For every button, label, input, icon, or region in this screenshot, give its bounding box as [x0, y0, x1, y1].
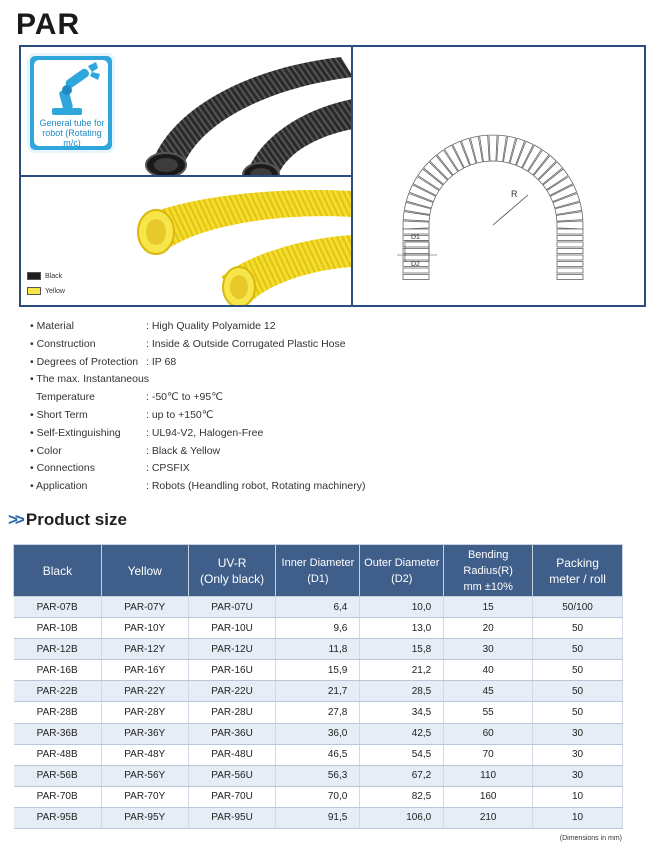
table-cell: 27,8 — [276, 702, 360, 723]
table-cell: 30 — [533, 744, 623, 765]
table-header-row — [14, 545, 623, 597]
table-cell: PAR-70B — [14, 786, 102, 807]
table-cell: 36,0 — [276, 723, 360, 744]
table-cell: 50 — [533, 681, 623, 702]
bending-diagram — [353, 47, 644, 305]
table-cell: PAR-10U — [188, 618, 276, 639]
legend-black-label: Black — [45, 272, 63, 280]
black-hose-image — [21, 47, 353, 177]
table-cell: 91,5 — [276, 807, 360, 828]
yellow-swatch — [27, 287, 41, 295]
table-row — [14, 765, 623, 786]
bending-radius-drawing — [353, 47, 644, 305]
table-cell: 45 — [444, 681, 533, 702]
table-cell: 46,5 — [276, 744, 360, 765]
header-inner-diameter: Inner Diameter (D1) — [276, 545, 360, 597]
table-cell: PAR-95Y — [101, 807, 188, 828]
dimensions-note: (Dimensions in mm) — [559, 835, 622, 842]
table-cell: 15,8 — [360, 639, 444, 660]
table-cell: PAR-28U — [188, 702, 276, 723]
table-cell: PAR-12U — [188, 639, 276, 660]
table-row — [14, 807, 623, 828]
hose-rib — [557, 229, 583, 234]
table-cell: PAR-36B — [14, 723, 102, 744]
table-cell: 28,5 — [360, 681, 444, 702]
badge-caption: General tube for robot (Rotating m/c) — [39, 118, 105, 148]
table-cell: PAR-36U — [188, 723, 276, 744]
table-cell: 60 — [444, 723, 533, 744]
hose-rib — [403, 242, 429, 247]
header-packing: Packing meter / roll — [533, 545, 623, 597]
table-row — [14, 744, 623, 765]
radius-label: R — [511, 189, 518, 199]
table-cell: 82,5 — [360, 786, 444, 807]
spec-list — [30, 318, 630, 496]
hose-rib — [403, 268, 429, 273]
table-cell: PAR-56B — [14, 765, 102, 786]
table-row — [14, 639, 623, 660]
table-cell: PAR-48U — [188, 744, 276, 765]
hose-rib — [557, 242, 583, 247]
table-row — [14, 702, 623, 723]
table-cell: PAR-12B — [14, 639, 102, 660]
legend-black — [27, 272, 62, 280]
header-uvr: UV-R (Only black) — [188, 545, 276, 597]
table-cell: PAR-16U — [188, 660, 276, 681]
table-row — [14, 597, 623, 618]
table-cell: 21,7 — [276, 681, 360, 702]
spec-row: • Connections : CPSFIX — [30, 462, 190, 475]
spec-row: • Short Term : up to +150℃ — [30, 408, 214, 421]
table-cell: PAR-12Y — [101, 639, 188, 660]
table-cell: PAR-16B — [14, 660, 102, 681]
yellow-hose-photo — [21, 177, 353, 305]
table-cell: 15,9 — [276, 660, 360, 681]
table-row — [14, 723, 623, 744]
table-cell: PAR-22U — [188, 681, 276, 702]
table-cell: 67,2 — [360, 765, 444, 786]
table-cell: 30 — [533, 765, 623, 786]
table-cell: PAR-48Y — [101, 744, 188, 765]
hose-rib — [403, 275, 429, 280]
table-cell: 21,2 — [360, 660, 444, 681]
table-cell: 40 — [444, 660, 533, 681]
table-cell: 15 — [444, 597, 533, 618]
radius-line — [493, 195, 528, 225]
table-cell: 55 — [444, 702, 533, 723]
table-cell: 42,5 — [360, 723, 444, 744]
hose-rib — [557, 262, 583, 267]
legend-yellow-label: Yellow — [45, 287, 65, 295]
table-cell: 56,3 — [276, 765, 360, 786]
table-cell: PAR-07B — [14, 597, 102, 618]
table-cell: PAR-07Y — [101, 597, 188, 618]
table-cell: PAR-56U — [188, 765, 276, 786]
table-cell: 10 — [533, 786, 623, 807]
table-cell: 50 — [533, 639, 623, 660]
table-cell: PAR-16Y — [101, 660, 188, 681]
black-hose-photo — [21, 47, 353, 177]
hose-rib — [557, 249, 583, 254]
spec-row: • Degrees of Protection : IP 68 — [30, 355, 177, 368]
header-outer-diameter: Outer Diameter (D2) — [360, 545, 444, 597]
table-cell: 9,6 — [276, 618, 360, 639]
table-cell: 160 — [444, 786, 533, 807]
hose-rib — [557, 236, 583, 241]
table-row — [14, 618, 623, 639]
table-cell: PAR-36Y — [101, 723, 188, 744]
hose-rib — [489, 135, 497, 161]
table-cell: 50/100 — [533, 597, 623, 618]
spec-row: • Color : Black & Yellow — [30, 444, 221, 457]
spec-row: • Construction : Inside & Outside Corrugated Plastic Hose — [30, 337, 346, 350]
table-cell: PAR-22Y — [101, 681, 188, 702]
spec-row: • Self-Extinguishing : UL94-V2, Halogen-Free — [30, 426, 264, 439]
table-cell: 13,0 — [360, 618, 444, 639]
product-size-table — [13, 544, 623, 829]
table-cell: 10 — [533, 807, 623, 828]
table-cell: PAR-95B — [14, 807, 102, 828]
hose-rib — [403, 249, 429, 254]
table-cell: PAR-07U — [188, 597, 276, 618]
table-cell: 10,0 — [360, 597, 444, 618]
legend-yellow — [27, 287, 65, 295]
table-cell: PAR-28B — [14, 702, 102, 723]
table-cell: 50 — [533, 618, 623, 639]
table-cell: PAR-28Y — [101, 702, 188, 723]
double-chevron-icon: >> — [8, 510, 22, 529]
table-cell: 70 — [444, 744, 533, 765]
table-row — [14, 681, 623, 702]
table-cell: PAR-48B — [14, 744, 102, 765]
table-cell: 11,8 — [276, 639, 360, 660]
yellow-hose-image — [21, 177, 353, 305]
table-cell: 70,0 — [276, 786, 360, 807]
hose-rib — [557, 275, 583, 280]
hose-rib — [403, 255, 429, 260]
table-row — [14, 786, 623, 807]
table-cell: PAR-70U — [188, 786, 276, 807]
table-cell: 34,5 — [360, 702, 444, 723]
header-bending-radius: Bending Radius(R) mm ±10% — [444, 545, 533, 597]
table-cell: 20 — [444, 618, 533, 639]
table-cell: 106,0 — [360, 807, 444, 828]
product-image-frame — [19, 45, 646, 307]
spec-row: • Material : High Quality Polyamide 12 — [30, 320, 276, 332]
table-cell: 6,4 — [276, 597, 360, 618]
spec-row: Temperature : -50℃ to +95℃ — [36, 391, 223, 404]
table-cell: 30 — [444, 639, 533, 660]
hose-rib — [557, 268, 583, 273]
header-black: Black — [14, 545, 102, 597]
table-cell: PAR-70Y — [101, 786, 188, 807]
table-cell: PAR-10B — [14, 618, 102, 639]
header-yellow: Yellow — [101, 545, 188, 597]
table-cell: 54,5 — [360, 744, 444, 765]
black-swatch — [27, 272, 41, 280]
section-title: Product size — [25, 510, 127, 529]
table-cell: 50 — [533, 660, 623, 681]
table-cell: PAR-95U — [188, 807, 276, 828]
d1-label: D1 — [411, 234, 420, 241]
table-cell: PAR-22B — [14, 681, 102, 702]
spec-row: • Application : Robots (Heandling robot, Rotating machinery) — [30, 480, 366, 493]
table-cell: 50 — [533, 702, 623, 723]
hose-rib — [557, 255, 583, 260]
spec-row: • The max. Instantaneous — [30, 373, 150, 386]
table-cell: 30 — [533, 723, 623, 744]
hose-rib — [557, 221, 583, 229]
table-row — [14, 660, 623, 681]
table-cell: PAR-56Y — [101, 765, 188, 786]
table-cell: 210 — [444, 807, 533, 828]
page-title: PAR — [16, 8, 81, 41]
d2-label: D2 — [411, 261, 420, 268]
table-cell: 110 — [444, 765, 533, 786]
table-cell: PAR-10Y — [101, 618, 188, 639]
hose-rib — [403, 221, 429, 229]
section-heading — [8, 510, 127, 530]
